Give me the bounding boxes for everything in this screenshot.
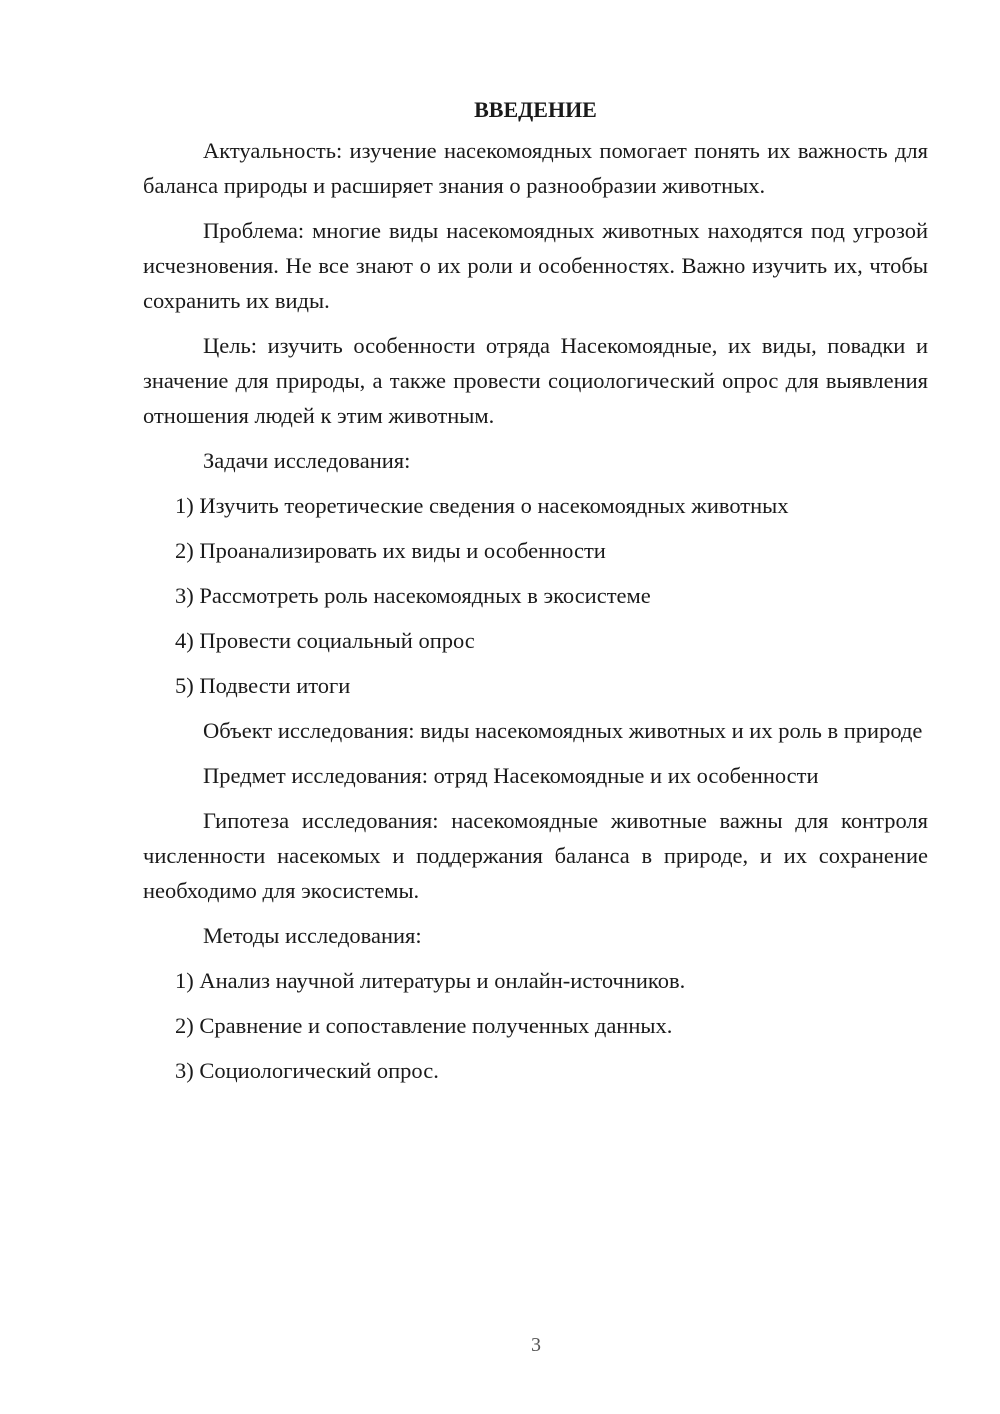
task-item-2: 2) Проанализировать их виды и особенности (175, 538, 606, 563)
paragraph-relevance: Актуальность: изучение насекомоядных помогает понять их важность для баланса природы и расширяет знания о разнообразии животных. (143, 138, 928, 198)
tasks-title: Задачи исследования: (203, 448, 411, 473)
task-item-5: 5) Подвести итоги (175, 673, 351, 698)
paragraph-hypothesis: Гипотеза исследования: насекомоядные животные важны для контроля численности насекомых и поддержания баланса в природе, и их сохранение необходимо для экосистемы. (143, 808, 928, 903)
task-item-3: 3) Рассмотреть роль насекомоядных в экосистеме (175, 583, 651, 608)
method-item-2: 2) Сравнение и сопоставление полученных данных. (175, 1013, 673, 1038)
methods-title: Методы исследования: (203, 923, 422, 948)
method-item-1: 1) Анализ научной литературы и онлайн-источников. (175, 968, 686, 993)
task-item-1: 1) Изучить теоретические сведения о насекомоядных животных (175, 493, 789, 518)
section-heading: ВВЕДЕНИЕ (474, 97, 597, 122)
page-number: 3 (531, 1334, 541, 1356)
paragraph-subject: Предмет исследования: отряд Насекомоядные и их особенности (203, 763, 819, 788)
task-item-4: 4) Провести социальный опрос (175, 628, 475, 653)
paragraph-problem: Проблема: многие виды насекомоядных животных находятся под угрозой исчезновения. Не все знают о их роли и особенностях. Важно изучить их, чтобы сохранить их виды. (143, 218, 928, 313)
paragraph-object: Объект исследования: виды насекомоядных животных и их роль в природе (203, 718, 923, 743)
page-content (143, 92, 928, 1098)
method-item-3: 3) Социологический опрос. (175, 1058, 439, 1083)
paragraph-goal: Цель: изучить особенности отряда Насекомоядные, их виды, повадки и значение для природы, а также провести социологический опрос для выявления отношения людей к этим животным. (143, 333, 928, 428)
